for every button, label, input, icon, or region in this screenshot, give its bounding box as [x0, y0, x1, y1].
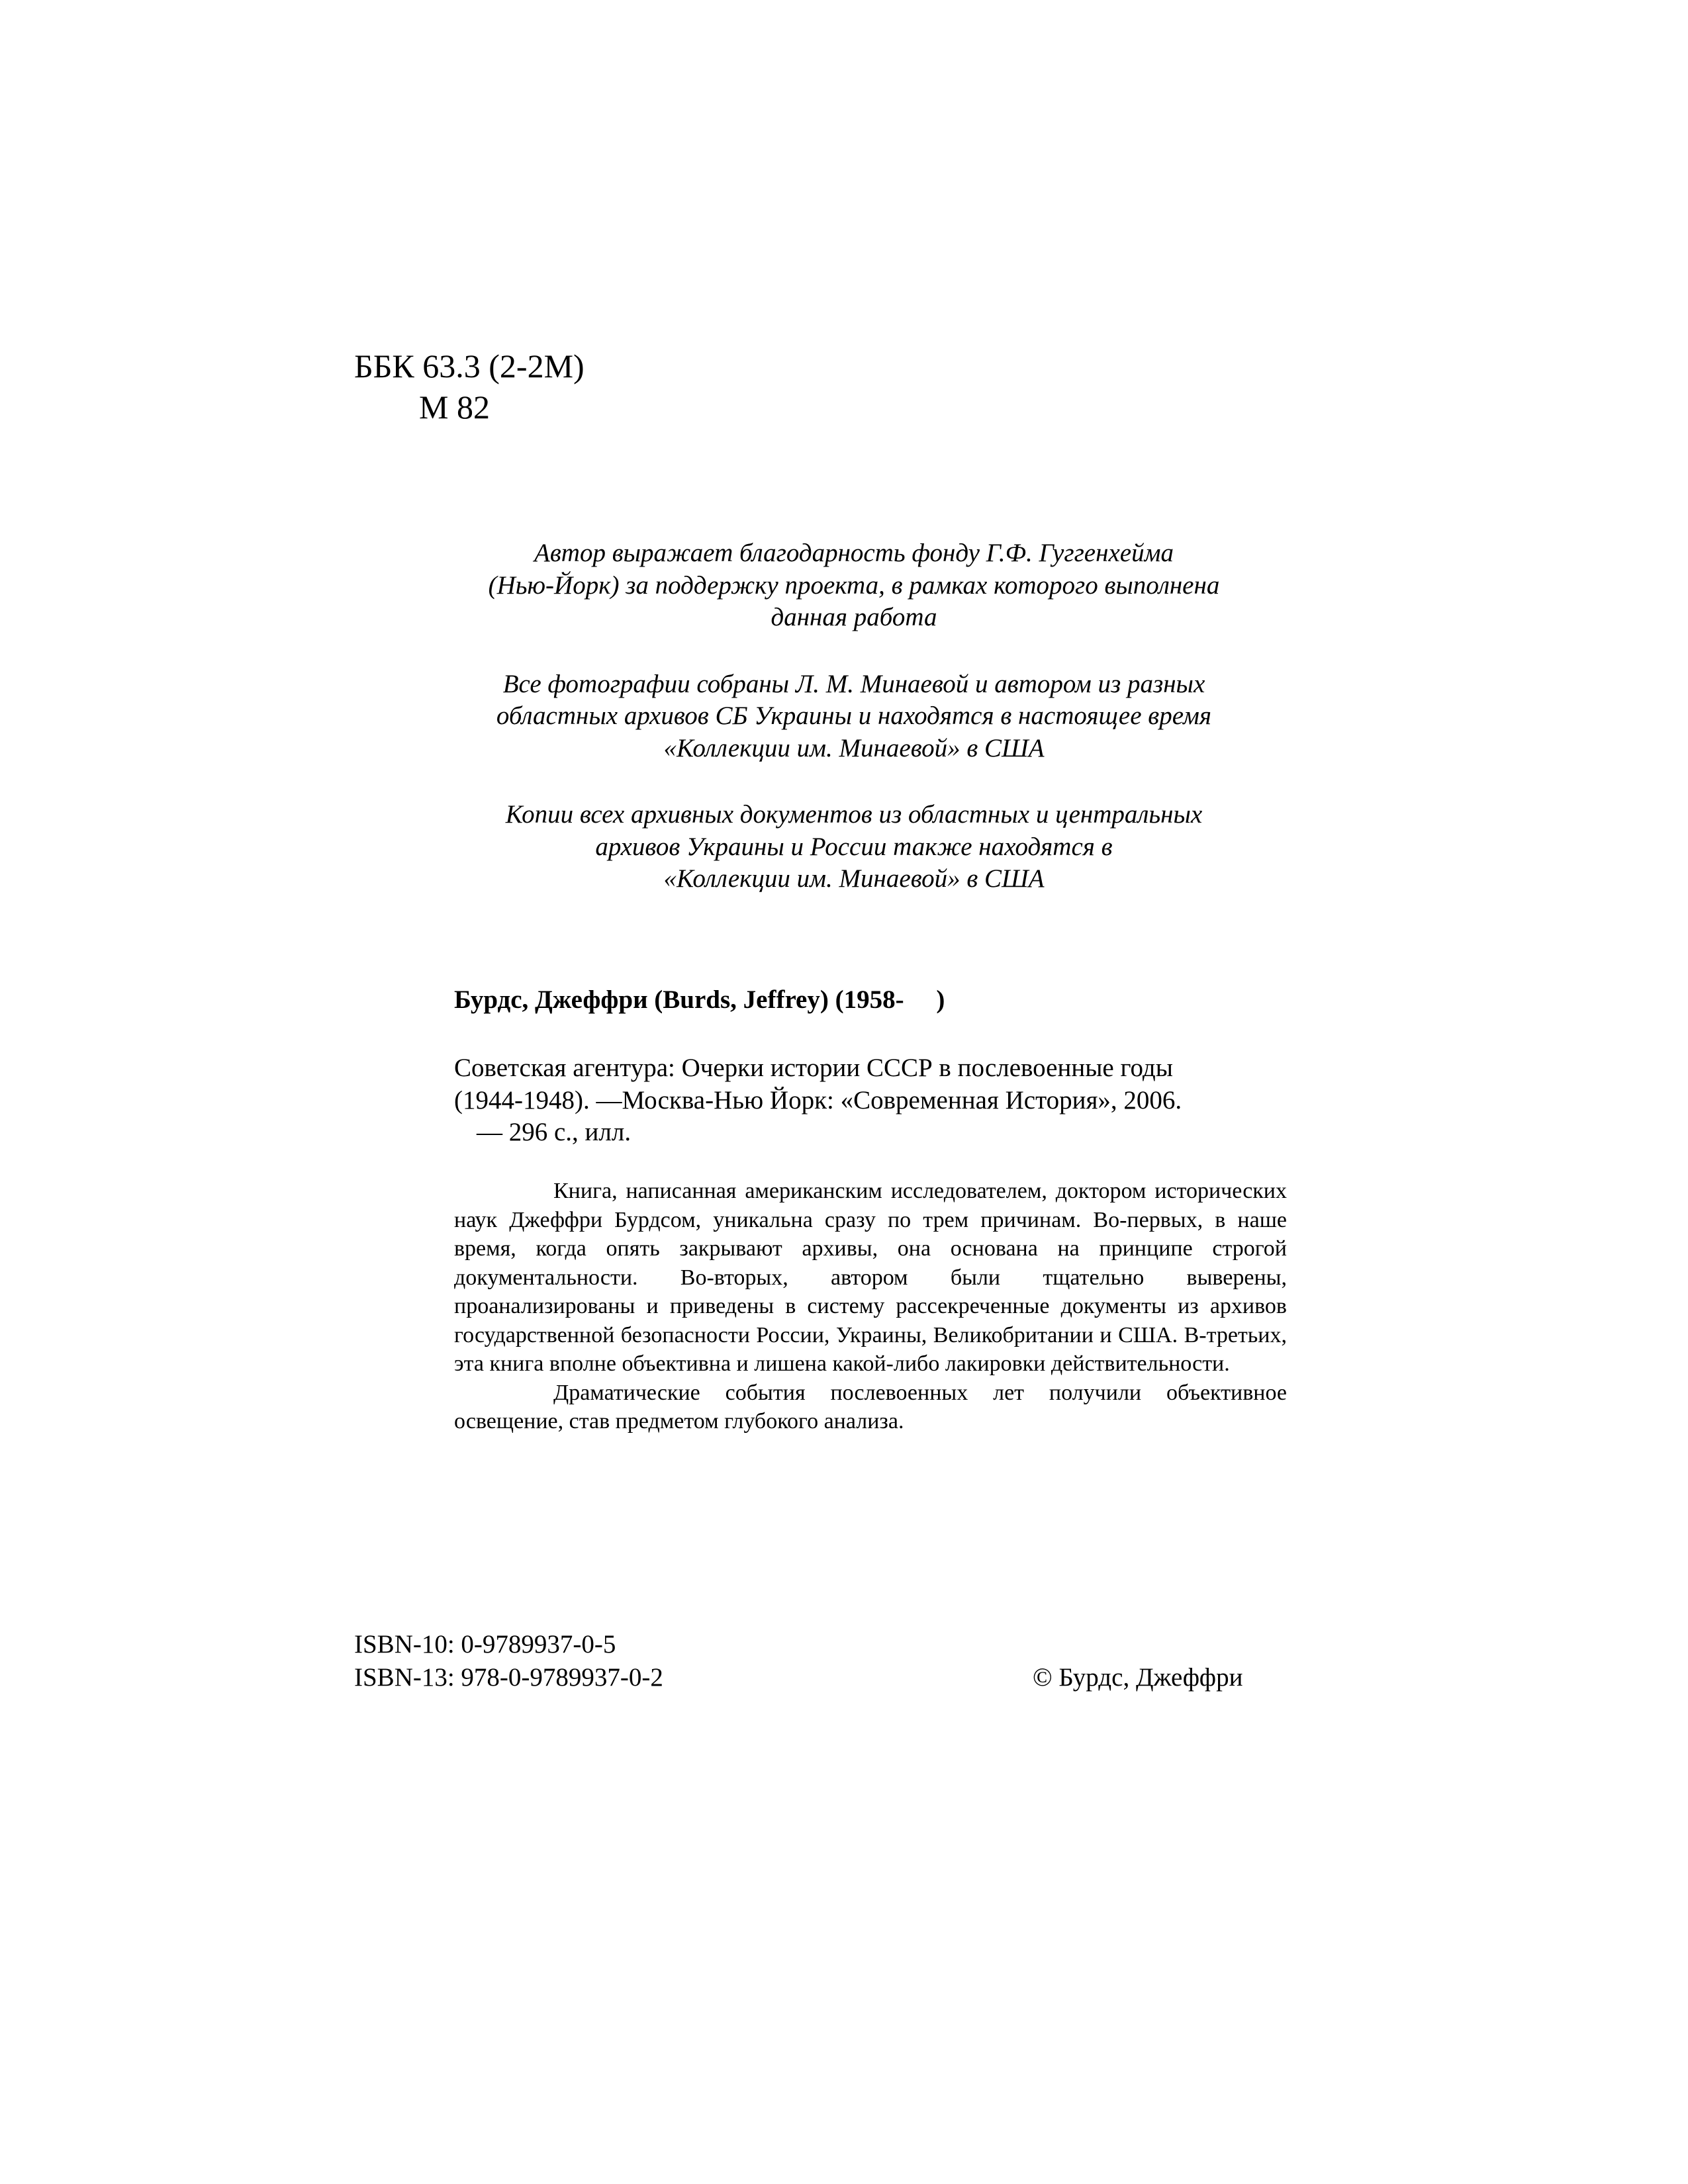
notice-line: (Нью-Йорк) за поддержку проекта, в рамках которого выполнена	[488, 570, 1220, 600]
isbn-13: ISBN-13: 978-0-9789937-0-2	[354, 1663, 663, 1692]
author-mark: М 82	[419, 388, 490, 426]
notice-line: данная работа	[771, 603, 937, 631]
copyright-notice: © Бурдс, Джеффри	[1033, 1663, 1243, 1692]
annotation-paragraph: Книга, написанная американским исследователем, доктором исторических наук Джеффри Бурдсом, уникальна сразу по трем причинам. Во-первых, в наше время, когда опять закрывают архивы, она основана на принципе строгой документальности. Во-вторых, автором были тщательно выверены, проанализированы и приведены в систему рассекреченные документы из архивов государственной безопасности России, Украины, Великобритании и США. В-третьих, эта книга вполне объективна и лишена какой-либо лакировки действительности.	[454, 1179, 1287, 1376]
title-line: Советская агентура: Очерки истории СССР в послевоенные годы	[454, 1054, 1173, 1082]
notice-funding	[424, 537, 1284, 634]
notice-line: «Коллекции им. Минаевой» в США	[663, 733, 1045, 762]
notice-line: областных архивов СБ Украины и находятся в настоящее время	[496, 702, 1212, 730]
author-heading: Бурдс, Джеффри (Burds, Jeffrey) (1958- )	[454, 985, 945, 1014]
notice-line: архивов Украины и России также находятся в	[595, 832, 1113, 861]
annotation	[454, 1177, 1287, 1436]
notice-line: Все фотографии собраны Л. М. Минаевой и автором из разных	[502, 669, 1205, 698]
notice-line: Копии всех архивных документов из областных и центральных	[505, 800, 1203, 829]
acknowledgement-notices	[424, 537, 1284, 930]
imprint-line: (1944-1948). —Москва-Нью Йорк: «Современная История», 2006.	[454, 1085, 1182, 1115]
notice-line: «Коллекции им. Минаевой» в США	[663, 864, 1045, 893]
notice-line: Автор выражает благодарность фонду Г.Ф. Гуггенхейма	[534, 539, 1174, 567]
bbk-index: ББК 63.3 (2-2М)	[354, 347, 585, 385]
isbn-10: ISBN-10: 0-9789937-0-5	[354, 1630, 616, 1659]
classification-block	[354, 345, 585, 428]
isbn-block	[354, 1628, 663, 1694]
notice-documents	[424, 799, 1284, 895]
bibliographic-description	[454, 1052, 1182, 1149]
annotation-paragraph: Драматические события послевоенных лет получили объективное освещение, став предметом глубокого анализа.	[454, 1380, 1287, 1433]
notice-photos	[424, 668, 1284, 765]
pagination-line: — 296 с., илл.	[477, 1118, 632, 1146]
